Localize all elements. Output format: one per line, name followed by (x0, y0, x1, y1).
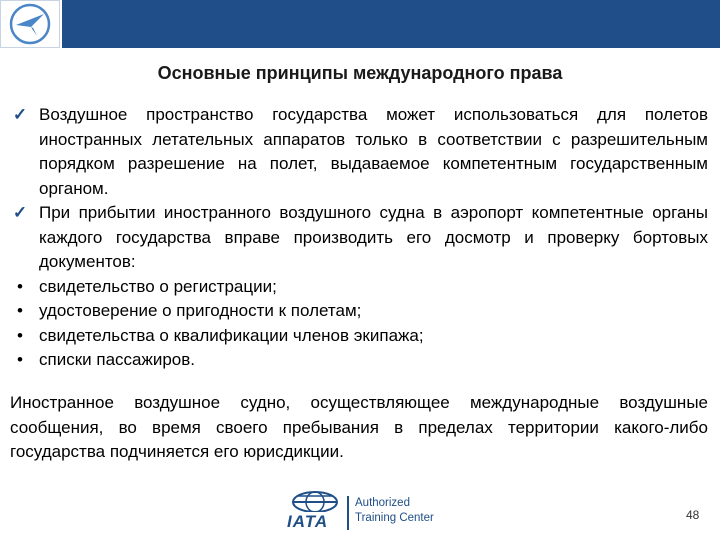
bullet-icon: • (17, 325, 23, 345)
logo-divider (347, 496, 349, 530)
list-item-text: списки пассажиров. (39, 350, 196, 369)
list-item-text: При прибытии иностранного воздушного судна в аэропорт компетентные органы каждого государства вправе производить его досмотр и проверку бортовых документов: (39, 203, 708, 271)
list-item (10, 275, 708, 300)
checkmark-icon: ✓ (12, 203, 28, 222)
list-item (10, 103, 708, 201)
bullet-icon: • (17, 350, 23, 369)
plane-logo-icon (7, 3, 53, 45)
slide-title: Основные принципы международного права (157, 63, 563, 83)
iata-brand: IATA (287, 512, 329, 531)
atc-line-1: Authorized (355, 497, 410, 509)
header-bar (62, 0, 720, 48)
bullet-icon: • (17, 276, 23, 296)
list-item (10, 324, 708, 349)
list-item-text: удостоверение о пригодности к полетам; (39, 301, 362, 320)
training-center-label (355, 496, 434, 526)
list-item-text: свидетельство о регистрации; (39, 276, 277, 296)
atc-line-2: Training Center (355, 512, 434, 524)
iata-logo (283, 488, 443, 532)
globe-icon (285, 488, 345, 512)
list-item (10, 299, 708, 324)
bullet-icon: • (17, 301, 23, 320)
list-item-text: свидетельства о квалификации членов экипажа; (39, 325, 424, 345)
checkmark-icon: ✓ (12, 105, 28, 124)
principles-list (10, 103, 708, 373)
list-item (10, 201, 708, 275)
page-number: 48 (686, 508, 700, 522)
logo (0, 0, 60, 48)
list-item (10, 348, 708, 373)
list-item-text: Воздушное пространство государства может использоваться для полетов иностранных летательных аппаратов только в соответствии с разрешительным порядком разрешение на полет, выдаваемое компетентным государственным органом. (39, 105, 708, 198)
jurisdiction-paragraph: Иностранное воздушное судно, осуществляющее международные воздушные сообщения, во время своего пребывания в пределах территории какого-либо государства подчиняется его юрисдикции. (10, 393, 708, 461)
